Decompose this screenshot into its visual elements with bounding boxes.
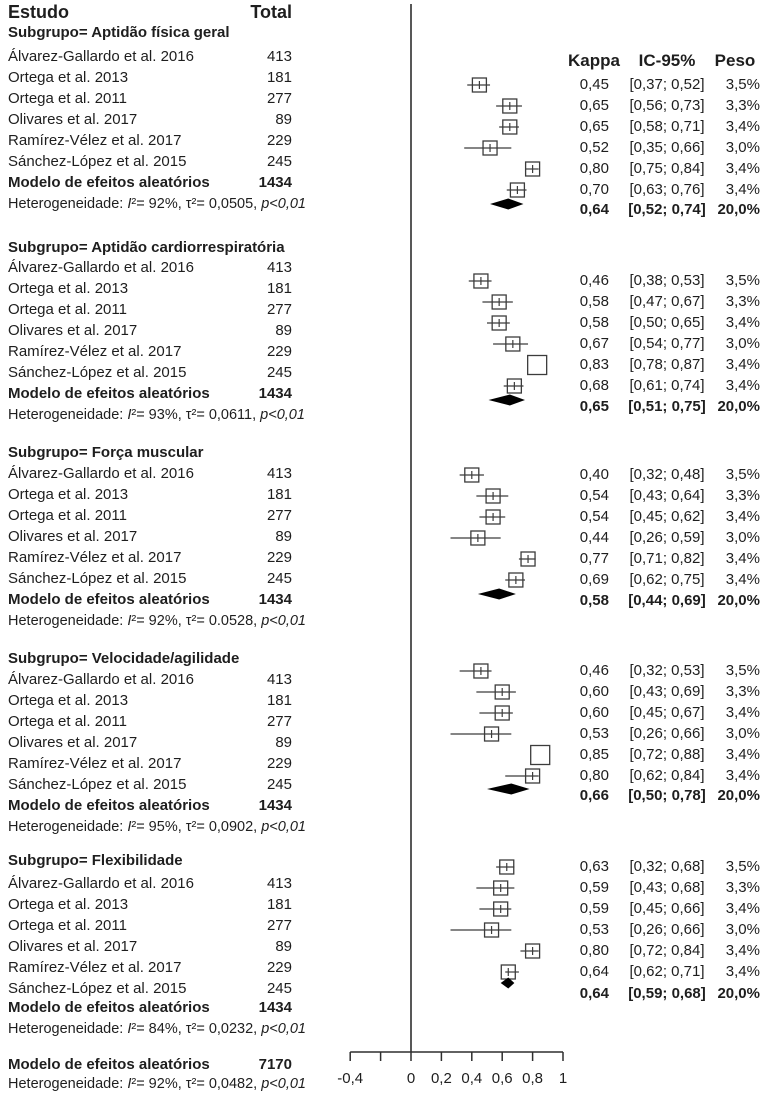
study-name: Ortega et al. 2011 (8, 917, 127, 934)
model-total: 1434 (258, 591, 292, 608)
study-name: Olivares et al. 2017 (8, 734, 138, 751)
overall-heterogeneity-row: Heterogeneidade: I²= 92%, τ²= 0,0482, p<0,01 (8, 1076, 306, 1092)
study-total: 229 (266, 132, 292, 149)
study-weight: 3,0% (725, 335, 760, 352)
study-total: 245 (266, 570, 292, 587)
study-ci: [0,62; 0,75] (629, 571, 705, 588)
study-kappa: 0,77 (579, 550, 609, 567)
study-kappa: 0,40 (579, 466, 609, 483)
study-name: Sánchez-López et al. 2015 (8, 980, 187, 997)
study-weight: 3,3% (725, 487, 760, 504)
study-kappa: 0,58 (579, 314, 609, 331)
column-header-ci: IC-95% (638, 51, 696, 70)
study-weight: 3,4% (725, 571, 760, 588)
study-ci: [0,50; 0,65] (629, 314, 705, 331)
study-total: 277 (266, 301, 292, 318)
study-ci: [0,37; 0,52] (629, 76, 705, 93)
study-kappa: 0,46 (579, 272, 609, 289)
study-kappa: 0,80 (579, 160, 609, 177)
study-weight: 3,3% (725, 293, 760, 310)
study-ci: [0,54; 0,77] (629, 335, 705, 352)
study-ci: [0,45; 0,62] (629, 508, 705, 525)
study-weight: 3,0% (725, 725, 760, 742)
model-name: Modelo de efeitos aleatórios (8, 174, 210, 191)
study-weight: 3,4% (725, 704, 760, 721)
model-ci: [0,59; 0,68] (628, 985, 706, 1002)
study-kappa: 0,46 (579, 662, 609, 679)
summary-diamond (490, 199, 523, 210)
study-kappa: 0,80 (579, 942, 609, 959)
study-weight: 3,3% (725, 683, 760, 700)
study-total: 413 (266, 671, 292, 688)
study-ci: [0,26; 0,59] (629, 529, 705, 546)
model-kappa: 0,65 (579, 398, 609, 415)
study-ci: [0,45; 0,67] (629, 704, 705, 721)
study-ci: [0,45; 0,66] (629, 900, 705, 917)
study-kappa: 0,54 (579, 508, 609, 525)
study-ci: [0,32; 0,68] (629, 858, 705, 875)
study-weight: 3,4% (725, 767, 760, 784)
summary-diamond (478, 589, 516, 600)
heterogeneity-row: Heterogeneidade: I²= 93%, τ²= 0,0611, p<0,01 (8, 407, 305, 423)
study-name: Ortega et al. 2013 (8, 69, 129, 86)
study-weight: 3,0% (725, 139, 760, 156)
model-kappa: 0,58 (579, 592, 609, 609)
study-name: Ortega et al. 2013 (8, 280, 129, 297)
study-name: Olivares et al. 2017 (8, 528, 138, 545)
study-total: 89 (275, 938, 292, 955)
subgroup-title: Subgrupo= Aptidão física geral (8, 24, 230, 41)
study-total: 245 (266, 153, 292, 170)
column-header-weight: Peso (714, 51, 756, 70)
study-weight: 3,4% (725, 550, 760, 567)
study-weight: 3,0% (725, 529, 760, 546)
study-kappa: 0,60 (579, 704, 609, 721)
study-weight: 3,3% (725, 97, 760, 114)
study-weight: 3,4% (725, 160, 760, 177)
study-weight: 3,5% (725, 662, 760, 679)
axis-tick-label: -0,4 (337, 1070, 364, 1087)
study-weight: 3,5% (725, 858, 760, 875)
study-ci: [0,62; 0,71] (629, 963, 705, 980)
study-weight: 3,4% (725, 314, 760, 331)
study-kappa: 0,45 (579, 76, 609, 93)
study-ci: [0,26; 0,66] (629, 921, 705, 938)
study-total: 245 (266, 776, 292, 793)
study-ci: [0,26; 0,66] (629, 725, 705, 742)
axis-tick-label: 1 (558, 1070, 568, 1087)
model-ci: [0,50; 0,78] (628, 787, 706, 804)
study-kappa: 0,44 (579, 529, 609, 546)
model-name: Modelo de efeitos aleatórios (8, 797, 210, 814)
model-total: 1434 (258, 385, 292, 402)
study-name: Ortega et al. 2013 (8, 486, 129, 503)
study-weight: 3,4% (725, 963, 760, 980)
study-name: Ramírez-Vélez et al. 2017 (8, 959, 182, 976)
study-ci: [0,32; 0,53] (629, 662, 705, 679)
study-name: Álvarez-Gallardo et al. 2016 (8, 259, 194, 276)
model-weight: 20,0% (717, 985, 760, 1002)
study-ci: [0,78; 0,87] (629, 356, 705, 373)
study-ci: [0,62; 0,84] (629, 767, 705, 784)
study-name: Álvarez-Gallardo et al. 2016 (8, 875, 194, 892)
study-ci: [0,43; 0,68] (629, 879, 705, 896)
study-total: 229 (266, 343, 292, 360)
study-total: 277 (266, 90, 292, 107)
model-weight: 20,0% (717, 787, 760, 804)
study-weight: 3,4% (725, 377, 760, 394)
study-kappa: 0,53 (579, 921, 609, 938)
subgroup-title: Subgrupo= Flexibilidade (8, 852, 183, 869)
study-name: Ramírez-Vélez et al. 2017 (8, 132, 182, 149)
study-name: Ramírez-Vélez et al. 2017 (8, 343, 182, 360)
heterogeneity-row: Heterogeneidade: I²= 92%, τ²= 0,0505, p<0,01 (8, 196, 306, 212)
study-name: Sánchez-López et al. 2015 (8, 364, 187, 381)
study-total: 277 (266, 713, 292, 730)
column-header-study: Estudo (8, 2, 69, 22)
study-weight: 3,4% (725, 508, 760, 525)
study-name: Olivares et al. 2017 (8, 938, 138, 955)
subgroup-title: Subgrupo= Força muscular (8, 444, 204, 461)
study-kappa: 0,68 (579, 377, 609, 394)
study-kappa: 0,60 (579, 683, 609, 700)
study-ci: [0,63; 0,76] (629, 181, 705, 198)
study-kappa: 0,69 (579, 571, 609, 588)
study-weight: 3,4% (725, 746, 760, 763)
overall-model-name: Modelo de efeitos aleatórios (8, 1056, 210, 1073)
study-total: 245 (266, 980, 292, 997)
study-weight: 3,4% (725, 181, 760, 198)
study-total: 181 (266, 69, 292, 86)
study-name: Ortega et al. 2013 (8, 896, 129, 913)
overall-model-total: 7170 (258, 1056, 292, 1073)
study-kappa: 0,70 (579, 181, 609, 198)
model-kappa: 0,66 (579, 787, 609, 804)
study-total: 245 (266, 364, 292, 381)
study-total: 181 (266, 692, 292, 709)
study-kappa: 0,63 (579, 858, 609, 875)
study-weight: 3,5% (725, 466, 760, 483)
heterogeneity-row: Heterogeneidade: I²= 84%, τ²= 0,0232, p<0,01 (8, 1021, 306, 1037)
study-weight: 3,4% (725, 942, 760, 959)
model-weight: 20,0% (717, 201, 760, 218)
study-kappa: 0,59 (579, 879, 609, 896)
study-name: Ramírez-Vélez et al. 2017 (8, 549, 182, 566)
column-header-total: Total (250, 2, 292, 22)
study-ci: [0,72; 0,88] (629, 746, 705, 763)
study-name: Sánchez-López et al. 2015 (8, 153, 187, 170)
study-name: Álvarez-Gallardo et al. 2016 (8, 671, 194, 688)
column-header-kappa: Kappa (568, 51, 620, 70)
study-name: Ortega et al. 2013 (8, 692, 129, 709)
study-name: Ortega et al. 2011 (8, 301, 127, 318)
study-name: Ortega et al. 2011 (8, 713, 127, 730)
model-name: Modelo de efeitos aleatórios (8, 999, 210, 1016)
model-name: Modelo de efeitos aleatórios (8, 385, 210, 402)
axis-tick-label: 0,2 (430, 1070, 452, 1087)
model-kappa: 0,64 (579, 201, 609, 218)
axis-tick-label: 0,4 (461, 1070, 483, 1087)
study-name: Álvarez-Gallardo et al. 2016 (8, 48, 194, 65)
study-kappa: 0,52 (579, 139, 609, 156)
study-kappa: 0,85 (579, 746, 609, 763)
subgroup-title: Subgrupo= Aptidão cardiorrespiratória (8, 239, 285, 256)
study-ci: [0,38; 0,53] (629, 272, 705, 289)
subgroup-title: Subgrupo= Velocidade/agilidade (8, 650, 240, 667)
study-total: 413 (266, 259, 292, 276)
study-kappa: 0,54 (579, 487, 609, 504)
model-total: 1434 (258, 797, 292, 814)
study-name: Olivares et al. 2017 (8, 322, 138, 339)
study-total: 229 (266, 959, 292, 976)
study-ci: [0,75; 0,84] (629, 160, 705, 177)
axis-tick-label: 0,6 (491, 1070, 513, 1087)
study-weight: 3,0% (725, 921, 760, 938)
model-kappa: 0,64 (579, 985, 609, 1002)
study-kappa: 0,58 (579, 293, 609, 310)
study-total: 89 (275, 734, 292, 751)
model-ci: [0,51; 0,75] (628, 398, 706, 415)
study-total: 89 (275, 111, 292, 128)
study-ci: [0,47; 0,67] (629, 293, 705, 310)
study-total: 181 (266, 896, 292, 913)
study-ci: [0,35; 0,66] (629, 139, 705, 156)
model-ci: [0,44; 0,69] (628, 592, 706, 609)
study-total: 229 (266, 755, 292, 772)
summary-diamond (489, 395, 525, 406)
model-weight: 20,0% (717, 398, 760, 415)
study-name: Ramírez-Vélez et al. 2017 (8, 755, 182, 772)
heterogeneity-row: Heterogeneidade: I²= 95%, τ²= 0,0902, p<0,01 (8, 819, 306, 835)
study-total: 181 (266, 486, 292, 503)
study-total: 413 (266, 465, 292, 482)
model-ci: [0,52; 0,74] (628, 201, 706, 218)
study-total: 277 (266, 917, 292, 934)
study-kappa: 0,83 (579, 356, 609, 373)
study-name: Sánchez-López et al. 2015 (8, 776, 187, 793)
study-total: 89 (275, 322, 292, 339)
model-total: 1434 (258, 999, 292, 1016)
study-kappa: 0,65 (579, 97, 609, 114)
study-weight: 3,3% (725, 879, 760, 896)
study-total: 413 (266, 875, 292, 892)
study-ci: [0,56; 0,73] (629, 97, 705, 114)
study-weight: 3,4% (725, 356, 760, 373)
study-weight: 3,5% (725, 272, 760, 289)
study-kappa: 0,64 (579, 963, 609, 980)
study-ci: [0,58; 0,71] (629, 118, 705, 135)
study-total: 89 (275, 528, 292, 545)
study-total: 181 (266, 280, 292, 297)
study-weight: 3,4% (725, 900, 760, 917)
study-total: 229 (266, 549, 292, 566)
study-name: Olivares et al. 2017 (8, 111, 138, 128)
study-name: Ortega et al. 2011 (8, 90, 127, 107)
model-name: Modelo de efeitos aleatórios (8, 591, 210, 608)
axis-tick-label: 0,8 (522, 1070, 544, 1087)
study-ci: [0,71; 0,82] (629, 550, 705, 567)
study-weight: 3,5% (725, 76, 760, 93)
study-weight: 3,4% (725, 118, 760, 135)
study-name: Álvarez-Gallardo et al. 2016 (8, 465, 194, 482)
study-ci: [0,61; 0,74] (629, 377, 705, 394)
heterogeneity-row: Heterogeneidade: I²= 92%, τ²= 0.0528, p<0,01 (8, 613, 306, 629)
axis-tick-label: 0 (406, 1070, 416, 1087)
study-ci: [0,43; 0,69] (629, 683, 705, 700)
study-total: 413 (266, 48, 292, 65)
study-kappa: 0,59 (579, 900, 609, 917)
model-total: 1434 (258, 174, 292, 191)
study-kappa: 0,67 (579, 335, 609, 352)
study-ci: [0,72; 0,84] (629, 942, 705, 959)
study-ci: [0,43; 0,64] (629, 487, 705, 504)
study-name: Sánchez-López et al. 2015 (8, 570, 187, 587)
study-kappa: 0,53 (579, 725, 609, 742)
study-total: 277 (266, 507, 292, 524)
study-kappa: 0,65 (579, 118, 609, 135)
model-weight: 20,0% (717, 592, 760, 609)
study-ci: [0,32; 0,48] (629, 466, 705, 483)
study-kappa: 0,80 (579, 767, 609, 784)
study-name: Ortega et al. 2011 (8, 507, 127, 524)
summary-diamond (487, 784, 530, 795)
